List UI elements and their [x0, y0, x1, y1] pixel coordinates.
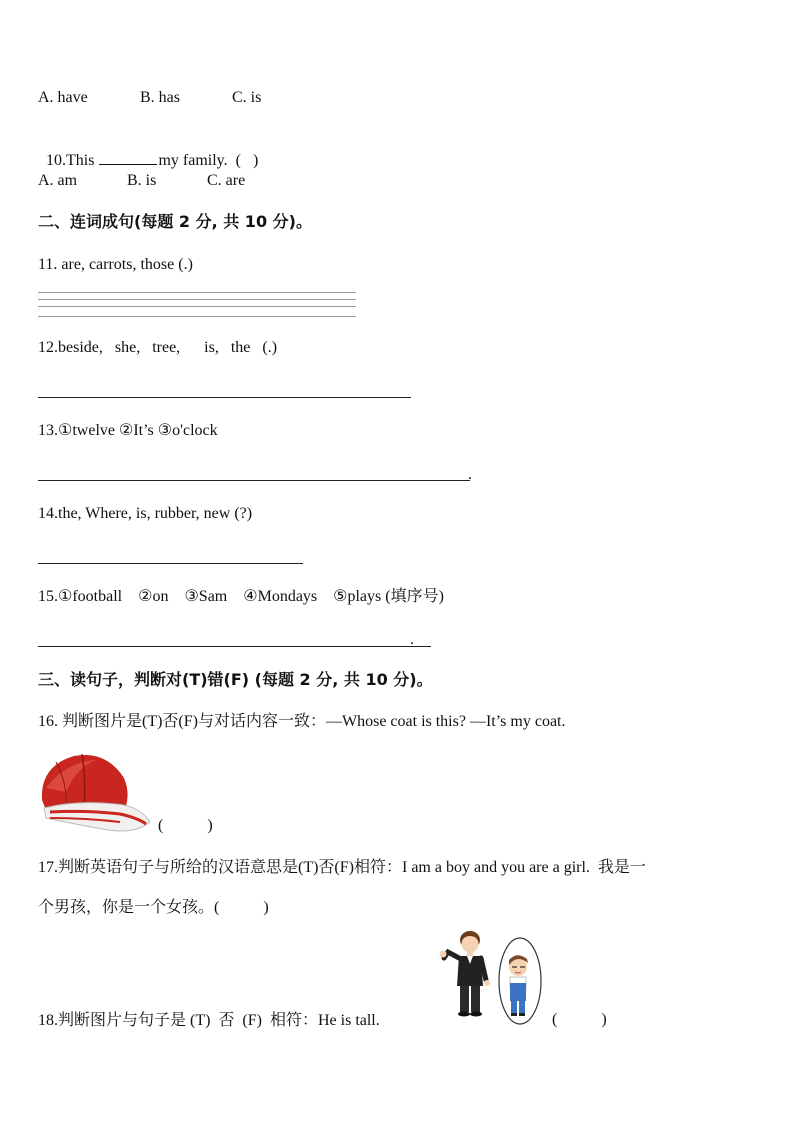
q9-option-a: A. have — [38, 89, 88, 106]
q12-answer-line[interactable] — [38, 397, 411, 398]
q18-answer-paren[interactable]: ( ) — [552, 1011, 607, 1028]
question-16: 16. 判断图片是(T)否(F)与对话内容一致：—Whose coat is this? —It’s my coat. — [38, 713, 566, 730]
question-11: 11. are, carrots, those (.) — [38, 256, 193, 273]
q9-option-b: B. has — [140, 89, 180, 106]
question-18: 18.判断图片与句子是 (T) 否 (F) 相符：He is tall. — [38, 1012, 380, 1029]
q10-text-start: 10.This — [46, 152, 99, 169]
question-17-line1: 17.判断英语句子与所给的汉语意思是(T)否(F)相符：I am a boy and you are a girl. 我是一 — [38, 859, 646, 876]
q15-answer-line[interactable] — [38, 646, 431, 647]
q10-option-a: A. am — [38, 172, 78, 189]
q15-period: . — [410, 631, 414, 648]
q10-option-c: C. are — [207, 172, 246, 189]
q10-text-end: my family. ( ) — [158, 152, 259, 169]
question-13: 13.①twelve ②It’s ③o'clock — [38, 422, 218, 439]
q16-answer-paren[interactable]: ( ) — [158, 817, 213, 834]
short-boy-image — [497, 936, 543, 1026]
question-14: 14.the, Where, is, rubber, new (?) — [38, 505, 253, 522]
question-15: 15.①football ②on ③Sam ④Mondays ⑤plays (填序号) — [38, 588, 444, 605]
q9-option-c: C. is — [232, 89, 262, 106]
tall-man-image — [436, 928, 492, 1018]
red-cap-image — [36, 748, 154, 836]
q10-answer-blank[interactable] — [99, 150, 157, 165]
q13-answer-line[interactable] — [38, 480, 470, 481]
section-2-heading: 二、连词成句(每题 2 分, 共 10 分)。 — [38, 212, 312, 231]
q13-period: . — [468, 466, 472, 483]
question-10 — [38, 130, 258, 171]
q10-option-b: B. is — [127, 172, 157, 189]
question-17-line2[interactable]: 个男孩，你是一个女孩。( ) — [38, 899, 269, 916]
section-3-heading: 三、读句子，判断对(T)错(F) (每题 2 分, 共 10 分)。 — [38, 670, 433, 689]
q14-answer-line[interactable] — [38, 563, 303, 564]
question-12: 12.beside, she, tree, is, the (.) — [38, 339, 278, 356]
